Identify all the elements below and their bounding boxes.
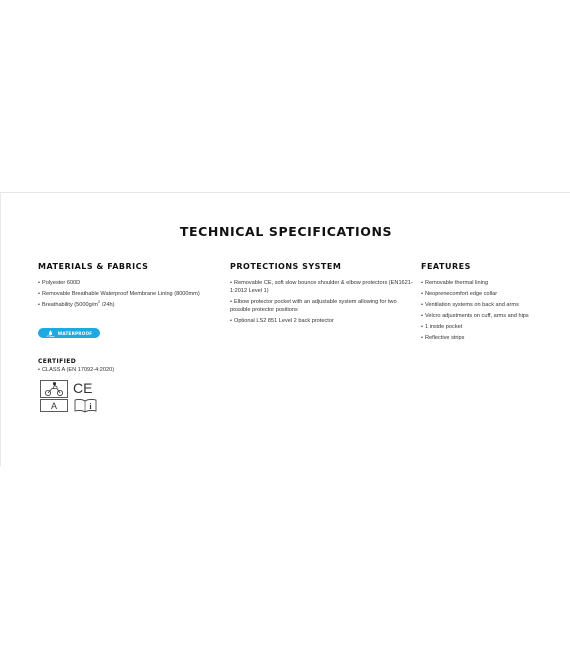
info-mark: i [89, 402, 92, 411]
list-item-text: Elbow protector pocket with an adjustable system allowing for two possible protector positions [230, 299, 397, 314]
motorcyclist-icon [41, 381, 68, 398]
list-item-text: Removable Breathable Waterproof Membrane Lining (8000mm) [41, 291, 200, 297]
class-letter-box [41, 400, 68, 412]
bullet: • [421, 302, 423, 308]
list-item [38, 279, 218, 287]
bullet: • [38, 302, 40, 308]
list-item-text: 1 inside pocket [424, 324, 463, 330]
info-book-icon [75, 399, 96, 412]
materials-list [38, 279, 218, 309]
list-item-text: Ventilation systems on back and arms [424, 302, 519, 308]
list-item [421, 323, 561, 331]
certified-class-value: CLASS A (EN 17092-4:2020) [41, 367, 115, 373]
list-item [421, 290, 561, 298]
list-item-text: Removable thermal lining [424, 280, 489, 286]
protections-list [230, 279, 414, 326]
waterproof-badge-label: WATERPROOF [57, 330, 93, 336]
list-item [38, 301, 218, 309]
class-letter: A [50, 401, 58, 411]
materials-heading: MATERIALS & FABRICS [38, 262, 149, 271]
bullet: • [38, 280, 40, 286]
breathability-suffix: /24h) [100, 302, 115, 308]
list-item-text: Reflective strips [424, 335, 465, 341]
bullet: • [421, 280, 423, 286]
list-item [230, 317, 414, 325]
list-item [421, 312, 561, 320]
protections-heading: PROTECTIONS SYSTEM [230, 262, 342, 271]
list-item [421, 301, 561, 309]
list-item-text: Optional LS2 851 Level 2 back protector [233, 318, 334, 325]
list-item [421, 279, 561, 287]
features-heading: FEATURES [421, 262, 471, 271]
features-column [421, 262, 561, 345]
bullet: • [230, 299, 232, 306]
water-drop-icon [46, 330, 55, 337]
bullet: • [230, 318, 232, 325]
features-list [421, 279, 561, 342]
bullet: • [421, 335, 423, 341]
list-item [38, 290, 218, 298]
certified-heading: CERTIFIED [38, 358, 77, 365]
list-item-text: Polyester 600D [41, 280, 81, 286]
bullet: • [38, 291, 40, 297]
ce-mark: CE [73, 380, 93, 396]
page-title: TECHNICAL SPECIFICATIONS [179, 224, 393, 239]
list-item [421, 334, 561, 342]
list-item [230, 279, 414, 295]
bullet: • [421, 313, 423, 319]
list-item [230, 298, 414, 314]
bullet: • [38, 367, 40, 373]
list-item-text: Removable CE, soft slow bounce shoulder & elbow protectors (EN1621-1:2012 Level 1) [230, 280, 413, 295]
list-item-text: Velcro adjustments on cuff, arms and hips [424, 313, 529, 319]
certified-class-text [38, 367, 114, 373]
protections-column [230, 262, 414, 328]
bullet: • [421, 324, 423, 330]
technical-specs-panel [0, 192, 570, 466]
list-item-text: Neoprenecomfort edge collar [424, 291, 498, 297]
bullet: • [421, 291, 423, 297]
waterproof-badge [38, 328, 100, 338]
materials-column [38, 262, 218, 312]
breathability-superscript: 2 [97, 299, 101, 305]
breathability-prefix: Breathability (5000g/m [41, 302, 98, 308]
certification-marks [40, 380, 98, 420]
bullet: • [230, 280, 232, 286]
